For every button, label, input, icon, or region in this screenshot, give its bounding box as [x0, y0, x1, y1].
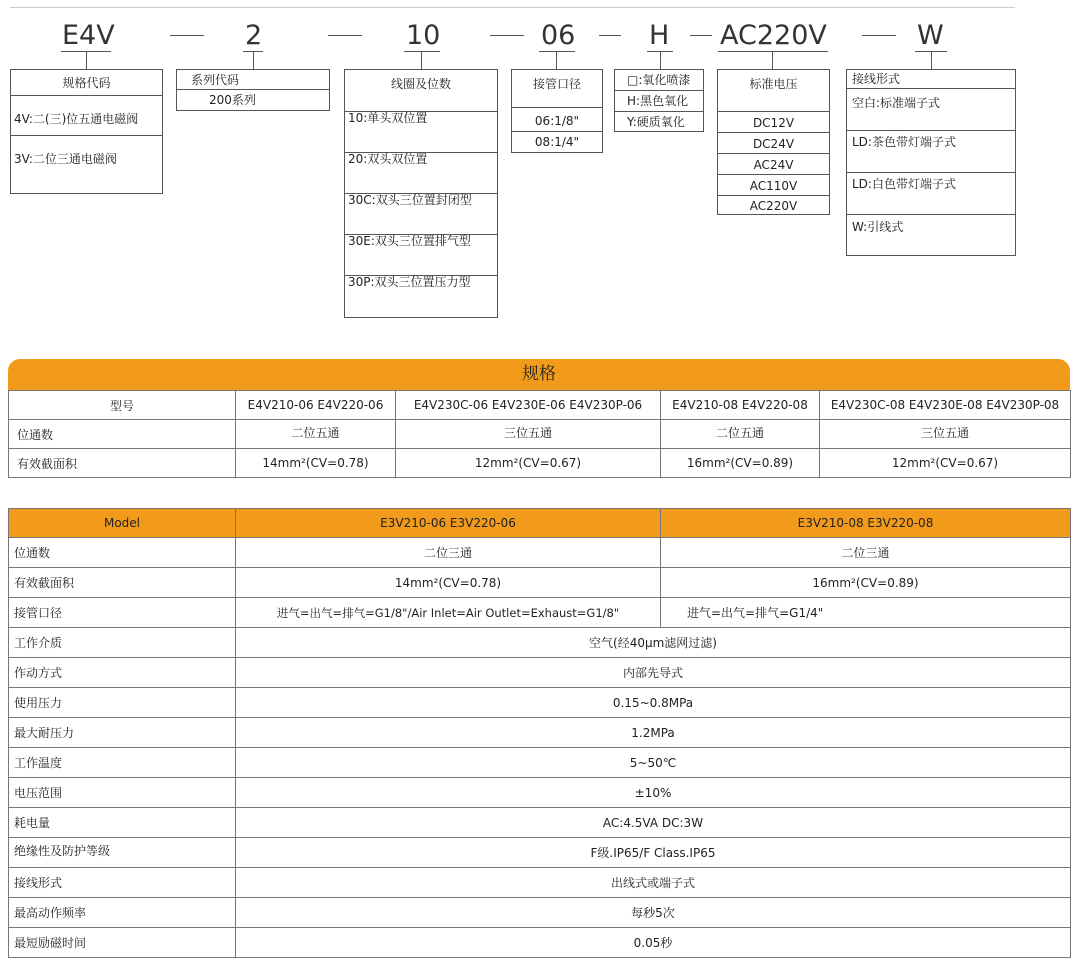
- table-row: [9, 538, 1071, 568]
- value-cell: 5~50℃: [236, 748, 1071, 778]
- box-item: W:引线式: [852, 220, 904, 234]
- box-item: H:黑色氧化: [615, 91, 703, 112]
- box-item: AC220V: [749, 199, 798, 213]
- box-item: 30C:双头三位置封闭型: [345, 194, 497, 235]
- code-dash: [490, 35, 524, 36]
- box-item: AC24V: [718, 154, 829, 175]
- code-segment-wiring: W: [917, 20, 944, 51]
- value-cell: 三位五通: [820, 420, 1071, 449]
- box-item: 空白:标准端子式: [847, 89, 1015, 131]
- code-connector: [556, 52, 557, 69]
- row-label: 位通数: [9, 538, 236, 568]
- table-row: [9, 449, 1071, 478]
- value-cell: 内部先导式: [236, 658, 1071, 688]
- box-item: 06:1/8": [512, 108, 602, 132]
- model-cell: E4V230C-06 E4V230E-06 E4V230P-06: [396, 391, 661, 420]
- row-label: 接线形式: [9, 868, 236, 898]
- table-row: [9, 868, 1071, 898]
- box-item: □:氧化喷漆: [615, 70, 703, 91]
- box-item: 10:单头双位置: [345, 112, 497, 153]
- value-cell: 16mm²(CV=0.89): [661, 449, 820, 478]
- row-label: 最大耐压力: [9, 718, 236, 748]
- box-item: 30E:双头三位置排气型: [345, 235, 497, 276]
- box-item: LD:白色带灯端子式: [847, 173, 1015, 215]
- row-label: 电压范围: [9, 778, 236, 808]
- box-item: 30P:双头三位置压力型: [348, 275, 471, 289]
- code-segment-finish: H: [649, 20, 670, 51]
- code-underline: [539, 51, 575, 52]
- header-label: Model: [9, 509, 236, 538]
- code-dash: [170, 35, 204, 36]
- code-connector: [253, 52, 254, 69]
- row-label: 耗电量: [9, 808, 236, 838]
- series-code-box: [176, 69, 330, 111]
- header-model: E3V210-08 E3V220-08: [661, 509, 1071, 538]
- row-label: 位通数: [9, 420, 236, 449]
- code-connector: [660, 52, 661, 69]
- value-cell: 进气=出气=排气=G1/4": [661, 598, 1071, 628]
- box-title: 规格代码: [11, 70, 162, 96]
- table-row: [9, 778, 1071, 808]
- code-connector: [86, 52, 87, 69]
- code-segment-series: 2: [245, 20, 263, 51]
- header-model: E3V210-06 E3V220-06: [236, 509, 661, 538]
- box-title: 接管口径: [512, 70, 602, 108]
- box-item: 20:双头双位置: [345, 153, 497, 194]
- table-row: [9, 928, 1071, 958]
- table-row: [9, 838, 1071, 868]
- table-row: [9, 748, 1071, 778]
- row-label: 有效截面积: [9, 568, 236, 598]
- table-row: [9, 628, 1071, 658]
- table-row: [9, 658, 1071, 688]
- value-cell: 出线式或端子式: [236, 868, 1071, 898]
- value-cell: 空气(经40μm滤网过滤): [236, 628, 1071, 658]
- finish-box: [614, 69, 704, 132]
- value-cell: 进气=出气=排气=G1/8"/Air Inlet=Air Outlet=Exhaust=G1/8": [236, 598, 661, 628]
- coil-box: [344, 69, 498, 318]
- code-segment-spec: E4V: [62, 20, 115, 51]
- box-item: LD:茶色带灯端子式: [847, 131, 1015, 173]
- spec-table-title: 规格: [8, 359, 1070, 390]
- value-cell: AC:4.5VA DC:3W: [236, 808, 1071, 838]
- model-cell: E4V210-08 E4V220-08: [661, 391, 820, 420]
- value-cell: ±10%: [236, 778, 1071, 808]
- code-connector: [931, 52, 932, 69]
- row-label: 接管口径: [9, 598, 236, 628]
- code-dash: [862, 35, 896, 36]
- value-cell: 三位五通: [396, 420, 661, 449]
- value-cell: 14mm²(CV=0.78): [236, 568, 661, 598]
- row-label: 有效截面积: [9, 449, 236, 478]
- code-underline: [718, 51, 828, 52]
- value-cell: 1.2MPa: [236, 718, 1071, 748]
- row-label: 作动方式: [9, 658, 236, 688]
- code-dash: [690, 35, 712, 36]
- table-row: [9, 898, 1071, 928]
- e3v-spec-table: [8, 508, 1071, 958]
- row-label: 工作温度: [9, 748, 236, 778]
- row-label: 最短励磁时间: [9, 928, 236, 958]
- box-item: DC12V: [718, 112, 829, 133]
- box-title: 线圈及位数: [345, 70, 497, 112]
- value-cell: 0.05秒: [236, 928, 1071, 958]
- table-row: [9, 420, 1071, 449]
- value-cell: 二位三通: [661, 538, 1071, 568]
- box-item: DC24V: [718, 133, 829, 154]
- table-row: [9, 598, 1071, 628]
- box-item: 4V:二(三)位五通电磁阀: [11, 96, 162, 136]
- code-dash: [328, 35, 362, 36]
- code-underline: [404, 51, 440, 52]
- table-row: [9, 568, 1071, 598]
- value-cell: 二位三通: [236, 538, 661, 568]
- value-cell: F级.IP65/F Class.IP65: [236, 838, 1071, 868]
- table-header-row: [9, 509, 1071, 538]
- row-label: 绝缘性及防护等级: [9, 838, 236, 868]
- box-item: 08:1/4": [534, 135, 580, 149]
- code-segment-voltage: AC220V: [720, 20, 827, 51]
- value-cell: 二位五通: [661, 420, 820, 449]
- row-label: 使用压力: [9, 688, 236, 718]
- code-connector: [421, 52, 422, 69]
- box-item: 3V:二位三通电磁阀: [14, 152, 117, 166]
- box-item: AC110V: [718, 175, 829, 196]
- model-cell: E4V230C-08 E4V230E-08 E4V230P-08: [820, 391, 1071, 420]
- wiring-box: [846, 69, 1016, 256]
- row-label: 最高动作频率: [9, 898, 236, 928]
- value-cell: 每秒5次: [236, 898, 1071, 928]
- value-cell: 0.15~0.8MPa: [236, 688, 1071, 718]
- value-cell: 16mm²(CV=0.89): [661, 568, 1071, 598]
- model-cell: E4V210-06 E4V220-06: [236, 391, 396, 420]
- box-title: 接线形式: [847, 70, 1015, 89]
- code-segment-port: 06: [541, 20, 576, 51]
- code-dash: [599, 35, 621, 36]
- spec-table: [8, 390, 1071, 478]
- value-cell: 12mm²(CV=0.67): [396, 449, 661, 478]
- value-cell: 12mm²(CV=0.67): [820, 449, 1071, 478]
- row-label: 型号: [9, 391, 236, 420]
- table-row: [9, 688, 1071, 718]
- box-title: 系列代码: [177, 70, 329, 90]
- value-cell: 二位五通: [236, 420, 396, 449]
- table-row: [9, 391, 1071, 420]
- port-box: [511, 69, 603, 153]
- code-connector: [772, 52, 773, 69]
- table-row: [9, 718, 1071, 748]
- spec-code-box: [10, 69, 163, 194]
- voltage-box: [717, 69, 830, 215]
- box-item: 200系列: [209, 93, 256, 107]
- code-segment-coil: 10: [406, 20, 441, 51]
- table-row: [9, 808, 1071, 838]
- value-cell: 14mm²(CV=0.78): [236, 449, 396, 478]
- box-item: Y:硬质氧化: [627, 115, 685, 129]
- top-divider: [10, 7, 1015, 8]
- row-label: 工作介质: [9, 628, 236, 658]
- box-title: 标准电压: [718, 70, 829, 112]
